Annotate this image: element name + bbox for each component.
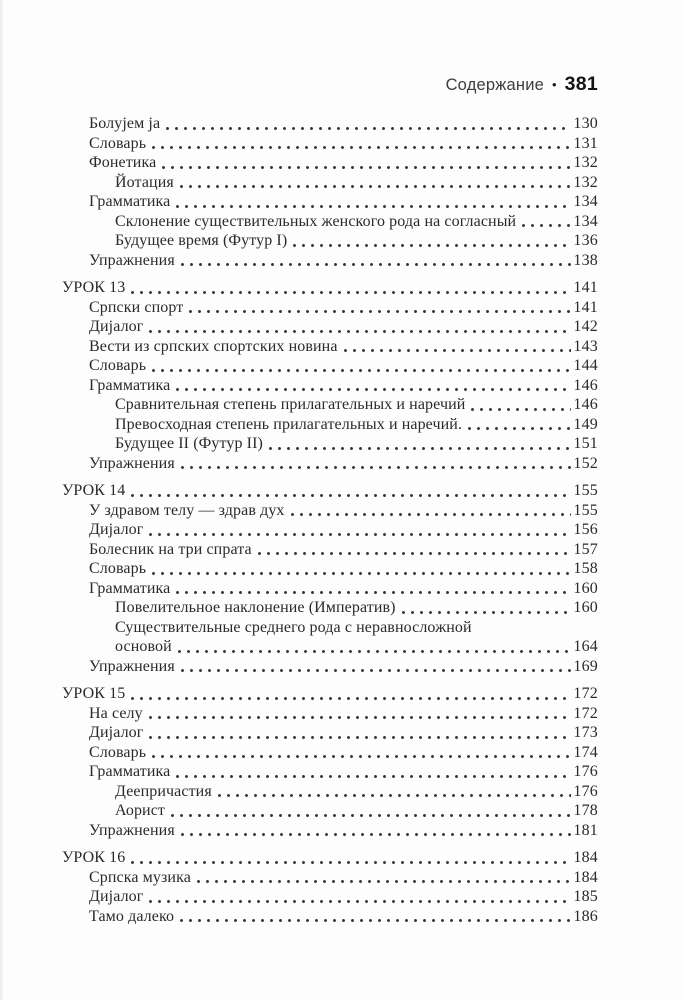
toc-entry: [62, 743, 598, 763]
toc-entry-page-number: 181: [573, 821, 598, 839]
toc-entry-page-number: 186: [573, 907, 598, 925]
dot-leader: [161, 166, 571, 173]
toc-entry: [62, 317, 598, 337]
toc-entry-page-number: 151: [573, 435, 598, 452]
toc-entry: [62, 821, 598, 841]
toc-entry-label: Болесник на три спрата: [89, 540, 252, 558]
toc-entry-page-number: 131: [573, 134, 598, 152]
header-title: Содержание: [445, 76, 544, 94]
dot-leader: [151, 755, 571, 762]
toc-entry-label: Дијалог: [89, 724, 144, 741]
toc-entry-page-number: 149: [573, 415, 598, 433]
toc-entry-page-number: 185: [573, 888, 598, 905]
toc-section: [62, 481, 598, 676]
dot-leader: [177, 650, 572, 657]
dot-leader: [268, 447, 571, 454]
toc-entry-page-number: 134: [573, 212, 598, 230]
toc-entry-label: УРОК 14: [62, 482, 126, 499]
page-header: [62, 73, 598, 97]
dot-leader: [401, 611, 572, 618]
header-page-number: 381: [564, 73, 598, 95]
toc-entry-page-number: 172: [573, 704, 598, 722]
toc-entry-label: Аорист: [115, 802, 165, 819]
toc-entry-label: Грамматика: [89, 376, 171, 394]
toc-entry-page-number: 142: [573, 318, 598, 335]
toc-entry: [62, 782, 598, 802]
dot-leader: [257, 552, 572, 559]
toc-entry-page-number: 141: [573, 279, 598, 296]
dot-leader: [148, 736, 571, 743]
toc-entry-page-number: 172: [573, 685, 598, 702]
toc-entry-page-number: 132: [573, 154, 598, 171]
toc-entry-label: Словарь: [89, 560, 147, 577]
toc-entry: [62, 395, 598, 415]
toc-entry-label: Превосходная степень прилагательных и наречий.: [115, 415, 463, 433]
toc-entry: [62, 501, 598, 521]
dot-leader: [180, 263, 572, 270]
toc-entry-label: УРОК 15: [62, 685, 126, 702]
toc-entry-page-number: 143: [573, 337, 598, 355]
toc-entry-label: Словарь: [89, 134, 147, 152]
toc-entry-page-number: 134: [573, 193, 598, 210]
toc-entry-label: Будущее II (Футур II): [115, 435, 263, 452]
toc-entry-page-number: 132: [573, 173, 598, 191]
dot-leader: [151, 146, 571, 153]
toc-entry-page-number: 176: [573, 763, 598, 780]
toc-entry: [62, 481, 598, 501]
dot-leader: [467, 427, 571, 434]
toc-entry-page-number: 160: [573, 599, 598, 616]
dot-leader: [130, 697, 571, 704]
dot-leader: [292, 244, 571, 251]
toc-entry: [62, 657, 598, 677]
toc-entry: [62, 868, 598, 888]
dot-leader: [170, 814, 571, 821]
toc-entry-page-number: 144: [573, 357, 598, 374]
toc-entry-page-number: 130: [573, 115, 598, 132]
toc-entry-page-number: 152: [573, 454, 598, 472]
bullet-separator-icon: •: [552, 77, 557, 92]
dot-leader: [179, 919, 571, 926]
toc-entry: [62, 415, 598, 435]
toc-entry-page-number: 136: [573, 232, 598, 249]
dot-leader: [179, 185, 572, 192]
dot-leader: [217, 794, 572, 801]
toc-entry-page-number: 141: [573, 298, 598, 316]
toc-entry-label: Дијалог: [89, 521, 144, 538]
toc-entry: [62, 801, 598, 821]
toc-entry-page-number: 173: [573, 724, 598, 741]
toc-entry: [62, 231, 598, 251]
toc-entry-page-number: 160: [573, 579, 598, 597]
toc-entry-page-number: 169: [573, 657, 598, 675]
toc-entry-label: УРОК 13: [62, 279, 126, 296]
toc-entry-label: Упражнения: [89, 657, 175, 675]
toc-entry-page-number: 157: [573, 540, 598, 558]
toc-entry: [62, 598, 598, 618]
toc-entry-label: Упражнения: [89, 251, 175, 269]
toc-entry-page-number: 174: [573, 743, 598, 761]
toc-entry-label: Словарь: [89, 357, 147, 374]
toc-entry-label: Дијалог: [89, 888, 144, 905]
toc-entry-label: Деепричастия: [115, 782, 212, 800]
toc-entry-label: Фонетика: [89, 154, 157, 171]
dot-leader: [290, 513, 572, 520]
toc-entry: [62, 907, 598, 927]
toc-entry-page-number: 146: [573, 376, 598, 394]
toc-entry: [62, 762, 598, 782]
dot-leader: [175, 775, 571, 782]
dot-leader: [521, 224, 571, 231]
dot-leader: [175, 388, 571, 395]
toc-entry-label: Повелительное наклонение (Императив): [115, 599, 396, 616]
toc-entry-page-number: 155: [573, 482, 598, 499]
toc-entry-label: Српски спорт: [89, 298, 184, 316]
toc-entry-page-number: 184: [573, 849, 598, 866]
dot-leader: [196, 880, 571, 887]
dot-leader: [148, 330, 571, 337]
toc-entry-page-number: 155: [573, 501, 598, 519]
toc-entry-label: Тамо далеко: [89, 907, 175, 925]
toc-entry-page-number: 164: [573, 638, 598, 655]
toc-entry-page-number: 138: [573, 251, 598, 269]
dot-leader: [130, 291, 571, 298]
toc-entry: [62, 637, 598, 657]
toc-entry: [62, 192, 598, 212]
toc-entry-label: Грамматика: [89, 193, 171, 210]
toc-entry: [62, 540, 598, 560]
dot-leader: [148, 716, 572, 723]
dot-leader: [130, 861, 571, 868]
toc-entry: [62, 684, 598, 704]
toc-entry-label: Склонение существительных женского рода на согласный: [115, 212, 517, 230]
toc-section: [62, 684, 598, 840]
toc-entry-page-number: 178: [573, 802, 598, 819]
toc-entry: [62, 251, 598, 271]
toc-entry-label: Упражнения: [89, 821, 175, 839]
toc-entry-label: На селу: [89, 704, 143, 722]
toc-entry: [62, 559, 598, 579]
toc-entry: [62, 434, 598, 454]
toc-entry: [62, 356, 598, 376]
toc-entry-label: УРОК 16: [62, 849, 126, 866]
toc-entry-label: Йотация: [115, 173, 174, 191]
dot-leader: [151, 369, 571, 376]
dot-leader: [188, 310, 571, 317]
toc-entry-label: Грамматика: [89, 579, 171, 597]
dot-leader: [175, 205, 571, 212]
toc-entry: [62, 278, 598, 298]
toc-entry: [62, 212, 598, 232]
toc-entry: [62, 134, 598, 154]
dot-leader: [148, 533, 571, 540]
toc-entry: [62, 173, 598, 193]
toc-entry: [62, 704, 598, 724]
toc-entry: [62, 337, 598, 357]
dot-leader: [148, 900, 571, 907]
toc-entry-page-number: 176: [573, 782, 598, 800]
dot-leader: [175, 591, 571, 598]
toc-entry-label: Словарь: [89, 743, 147, 761]
toc-entry: [62, 579, 598, 599]
dot-leader: [180, 466, 572, 473]
toc-entry-label: Упражнения: [89, 454, 175, 472]
toc-entry-page-number: 184: [573, 868, 598, 886]
toc-entry: [62, 887, 598, 907]
toc-entry-page-number: 158: [573, 560, 598, 577]
dot-leader: [151, 572, 571, 579]
toc-entry: [62, 520, 598, 540]
toc-entry-page-number: 146: [573, 396, 598, 413]
dot-leader: [470, 408, 571, 415]
toc-entry-label: Будущее время (Футур I): [115, 232, 288, 249]
toc-entry-label: Существительные среднего рода с неравносложной: [115, 618, 472, 636]
toc-entry-label: Српска музика: [89, 868, 191, 886]
toc-entry-label: Болујем ја: [89, 115, 161, 132]
toc-entry-label: основой: [115, 638, 172, 655]
toc-section: [62, 848, 598, 926]
toc-section: [62, 114, 598, 270]
toc-entry: [62, 153, 598, 173]
table-of-contents: [62, 114, 598, 926]
toc-entry: [62, 618, 598, 638]
dot-leader: [180, 833, 572, 840]
toc-entry-page-number: 156: [573, 521, 598, 538]
toc-entry-label: У здравом телу — здрав дух: [89, 501, 285, 519]
toc-section: [62, 278, 598, 473]
dot-leader: [180, 669, 572, 676]
toc-entry-label: Дијалог: [89, 318, 144, 335]
toc-entry: [62, 723, 598, 743]
dot-leader: [343, 349, 572, 356]
toc-entry: [62, 114, 598, 134]
toc-entry: [62, 376, 598, 396]
dot-leader: [165, 127, 571, 134]
toc-entry: [62, 298, 598, 318]
toc-entry-label: Грамматика: [89, 763, 171, 780]
toc-entry-label: Вести из српских спортских новина: [89, 337, 338, 355]
toc-entry-label: Сравнительная степень прилагательных и наречий: [115, 396, 466, 413]
toc-entry: [62, 454, 598, 474]
dot-leader: [130, 494, 571, 501]
toc-entry: [62, 848, 598, 868]
